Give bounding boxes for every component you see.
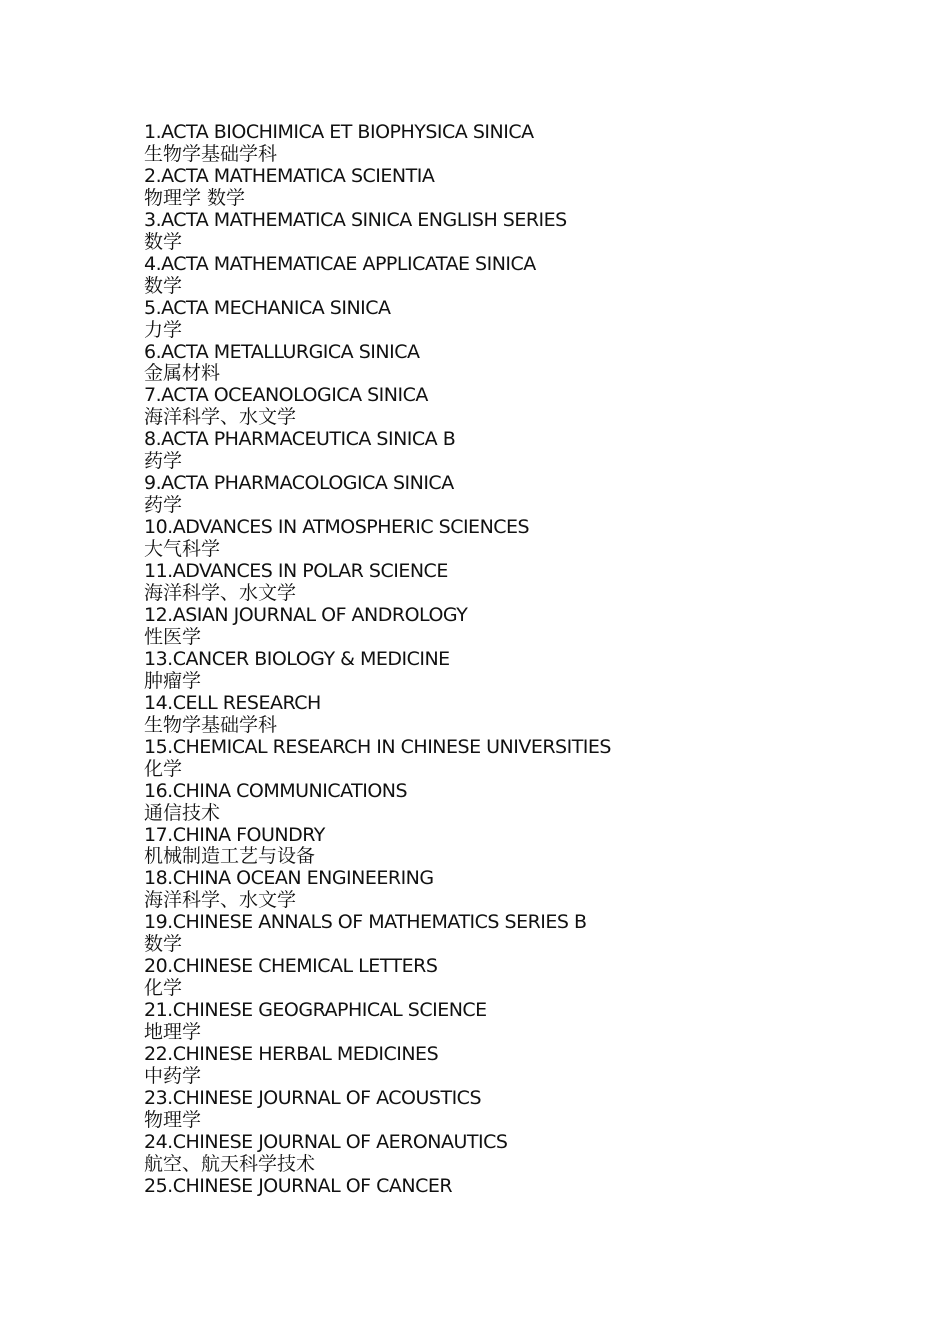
list-item	[144, 166, 864, 210]
journal-subject: 地理学	[144, 1021, 202, 1044]
journal-subject: 机械制造工艺与设备	[144, 845, 316, 868]
list-item	[144, 210, 864, 254]
journal-title: 5.ACTA MECHANICA SINICA	[144, 296, 391, 319]
journal-subject: 性医学	[144, 625, 202, 648]
journal-title: 17.CHINA FOUNDRY	[144, 823, 325, 846]
journal-subject: 中药学	[144, 1064, 202, 1087]
list-item	[144, 561, 864, 605]
list-item	[144, 342, 864, 386]
journal-subject: 药学	[144, 450, 183, 473]
journal-subject: 通信技术	[144, 801, 221, 824]
list-item	[144, 693, 864, 737]
list-item	[144, 1176, 864, 1198]
list-item	[144, 517, 864, 561]
journal-title: 25.CHINESE JOURNAL OF CANCER	[144, 1174, 453, 1197]
journal-title: 24.CHINESE JOURNAL OF AERONAUTICS	[144, 1130, 508, 1153]
journal-subject: 大气科学	[144, 538, 221, 561]
list-item	[144, 1000, 864, 1044]
journal-subject: 物理学 数学	[144, 186, 246, 209]
journal-title: 10.ADVANCES IN ATMOSPHERIC SCIENCES	[144, 516, 530, 539]
journal-title: 14.CELL RESEARCH	[144, 691, 321, 714]
list-item	[144, 473, 864, 517]
journal-title: 11.ADVANCES IN POLAR SCIENCE	[144, 560, 448, 583]
journal-title: 7.ACTA OCEANOLOGICA SINICA	[144, 384, 428, 407]
journal-title: 8.ACTA PHARMACEUTICA SINICA B	[144, 428, 456, 451]
journal-title: 16.CHINA COMMUNICATIONS	[144, 779, 408, 802]
journal-title: 12.ASIAN JOURNAL OF ANDROLOGY	[144, 603, 468, 626]
journal-subject: 金属材料	[144, 362, 221, 385]
list-item	[144, 1044, 864, 1088]
journal-subject: 数学	[144, 933, 183, 956]
journal-title: 4.ACTA MATHEMATICAE APPLICATAE SINICA	[144, 252, 536, 275]
journal-list	[144, 122, 864, 1198]
list-item	[144, 956, 864, 1000]
list-item	[144, 429, 864, 473]
list-item	[144, 649, 864, 693]
journal-title: 20.CHINESE CHEMICAL LETTERS	[144, 955, 438, 978]
journal-title: 9.ACTA PHARMACOLOGICA SINICA	[144, 472, 454, 495]
journal-subject: 海洋科学、水文学	[144, 889, 297, 912]
list-item	[144, 1132, 864, 1176]
journal-subject: 数学	[144, 230, 183, 253]
journal-title: 19.CHINESE ANNALS OF MATHEMATICS SERIES B	[144, 911, 587, 934]
journal-title: 2.ACTA MATHEMATICA SCIENTIA	[144, 164, 435, 187]
journal-subject: 药学	[144, 494, 183, 517]
journal-subject: 航空、航天科学技术	[144, 1152, 316, 1175]
journal-subject: 海洋科学、水文学	[144, 582, 297, 605]
list-item	[144, 781, 864, 825]
journal-title: 15.CHEMICAL RESEARCH IN CHINESE UNIVERSITIES	[144, 735, 611, 758]
list-item	[144, 912, 864, 956]
journal-subject: 海洋科学、水文学	[144, 406, 297, 429]
list-item	[144, 122, 864, 166]
journal-title: 21.CHINESE GEOGRAPHICAL SCIENCE	[144, 999, 487, 1022]
journal-title: 13.CANCER BIOLOGY & MEDICINE	[144, 647, 450, 670]
journal-title: 6.ACTA METALLURGICA SINICA	[144, 340, 420, 363]
journal-title: 1.ACTA BIOCHIMICA ET BIOPHYSICA SINICA	[144, 121, 534, 143]
journal-subject: 化学	[144, 977, 183, 1000]
list-item	[144, 1088, 864, 1132]
journal-subject: 力学	[144, 318, 183, 341]
journal-subject: 生物学基础学科	[144, 142, 278, 165]
journal-subject: 数学	[144, 274, 183, 297]
list-item	[144, 825, 864, 869]
list-item	[144, 254, 864, 298]
list-item	[144, 737, 864, 781]
journal-title: 22.CHINESE HERBAL MEDICINES	[144, 1043, 439, 1066]
list-item	[144, 385, 864, 429]
journal-title: 18.CHINA OCEAN ENGINEERING	[144, 867, 434, 890]
journal-subject: 生物学基础学科	[144, 713, 278, 736]
list-item	[144, 868, 864, 912]
journal-title: 23.CHINESE JOURNAL OF ACOUSTICS	[144, 1086, 482, 1109]
journal-subject: 物理学	[144, 1108, 202, 1131]
journal-subject: 化学	[144, 757, 183, 780]
list-item	[144, 605, 864, 649]
list-item	[144, 298, 864, 342]
journal-title: 3.ACTA MATHEMATICA SINICA ENGLISH SERIES	[144, 208, 567, 231]
journal-subject: 肿瘤学	[144, 669, 202, 692]
